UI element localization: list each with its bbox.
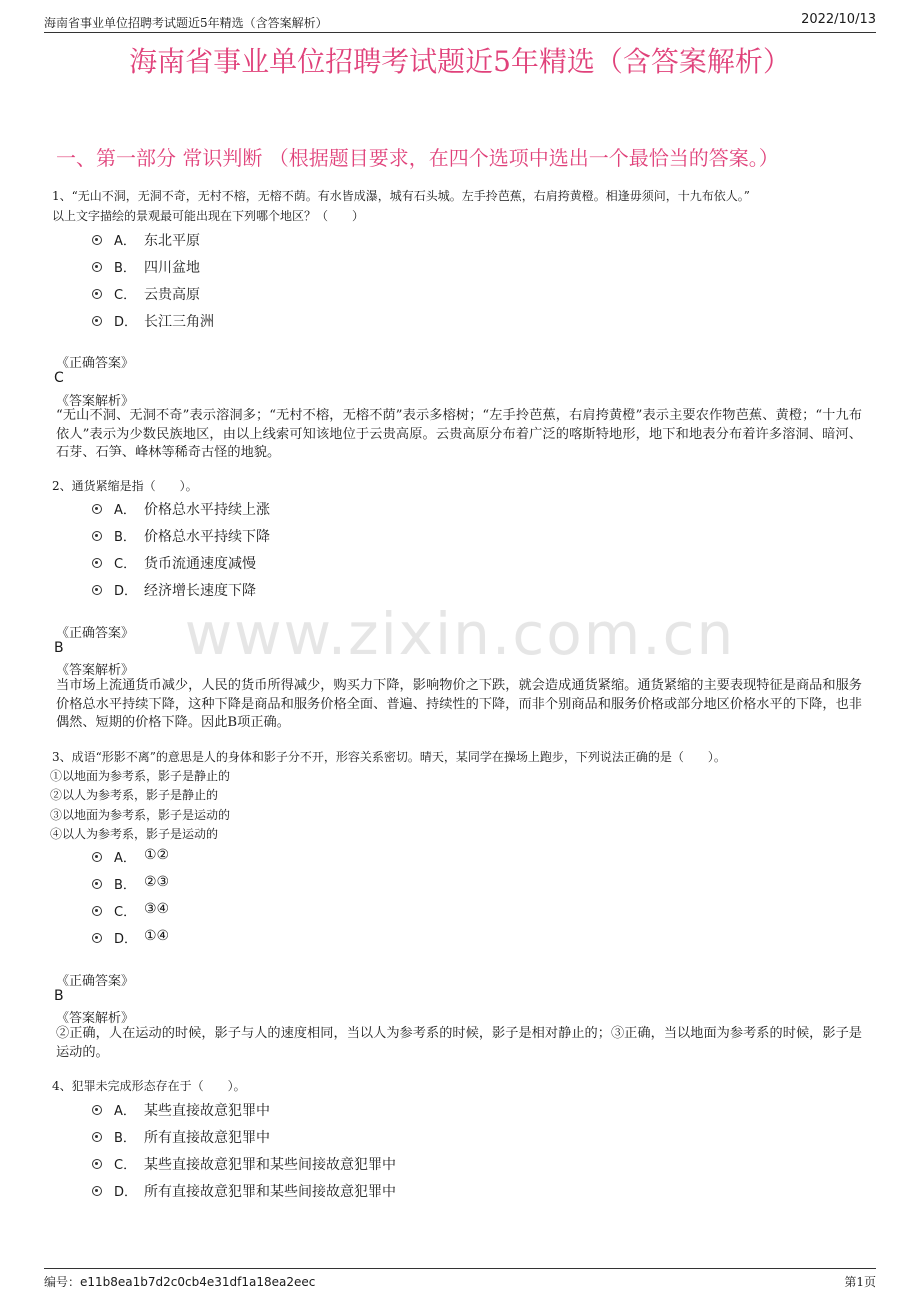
question-3-condition-3: ③以地面为参考系，影子是运动的 <box>50 808 231 822</box>
option-text: ②③ <box>144 874 170 890</box>
question-2-text: 2、通货紧缩是指（ ）。 <box>52 479 198 493</box>
option-letter: A． <box>114 851 136 866</box>
option-letter: C． <box>114 1158 137 1173</box>
question-3-condition-4: ④以人为参考系，影子是运动的 <box>50 827 219 841</box>
option-text: 货币流通速度减慢 <box>144 556 256 572</box>
question-1-text-line-1: 1、“无山不洞，无洞不奇，无村不榕，无榕不荫。有水皆成瀑，城有石头城。左手拎芭蕉，右肩挎黄橙。相逢毋须问，十九布依人。” <box>52 189 750 203</box>
option-letter: D． <box>114 1185 138 1200</box>
question-2-explanation-label: 《答案解析》 <box>56 663 135 678</box>
header-date: 2022/10/13 <box>801 12 876 27</box>
option-text: 云贵高原 <box>144 287 200 303</box>
question-1-correct-answer-label: 《正确答案》 <box>56 356 135 371</box>
radio-icon[interactable] <box>92 1105 102 1115</box>
footer-page-number: 第1页 <box>844 1275 876 1289</box>
radio-icon[interactable] <box>92 852 102 862</box>
option-letter: A． <box>114 503 136 518</box>
radio-icon[interactable] <box>92 906 102 916</box>
radio-icon[interactable] <box>92 316 102 326</box>
question-1-text-line-2: 以上文字描绘的景观最可能出现在下列哪个地区？（ ） <box>52 209 365 223</box>
radio-icon[interactable] <box>92 933 102 943</box>
option-text: ①② <box>144 847 170 863</box>
option-letter: D． <box>114 315 138 330</box>
radio-icon[interactable] <box>92 262 102 272</box>
header-doc-name: 海南省事业单位招聘考试题近5年精选（含答案解析） <box>44 16 328 30</box>
question-3-condition-1: ①以地面为参考系，影子是静止的 <box>50 769 231 783</box>
footer-code-label: 编号： <box>44 1275 81 1289</box>
option-letter: A． <box>114 234 136 249</box>
radio-icon[interactable] <box>92 1159 102 1169</box>
footer-code-value: e11b8ea1b7d2c0cb4e31df1a18ea2eec <box>80 1275 316 1289</box>
page-footer <box>44 1268 876 1291</box>
radio-icon[interactable] <box>92 235 102 245</box>
option-text: 某些直接故意犯罪和某些间接故意犯罪中 <box>144 1157 396 1173</box>
option-letter: C． <box>114 288 137 303</box>
radio-icon[interactable] <box>92 558 102 568</box>
option-text: 某些直接故意犯罪中 <box>144 1103 270 1119</box>
question-2-explanation: 当市场上流通货币减少，人民的货币所得减少，购买力下降，影响物价之下跌，就会造成通货紧缩。通货紧缩的主要表现特征是商品和服务价格总水平持续下降，这种下降是商品和服务价格全面、普遍、持续性的下降，而非个别商品和服务价格或部分地区价格水平的下降，也非偶然、短期的价格下降。因此B项正确。 <box>56 678 862 731</box>
option-text: 所有直接故意犯罪中 <box>144 1130 270 1146</box>
page-header <box>44 12 876 33</box>
question-2-correct-answer-label: 《正确答案》 <box>56 626 135 641</box>
question-1-explanation-label: 《答案解析》 <box>56 394 135 409</box>
option-letter: D． <box>114 584 138 599</box>
question-3-text: 3、成语“形影不离”的意思是人的身体和影子分不开，形容关系密切。晴天，某同学在操场上跑步，下列说法正确的是（ ）。 <box>52 750 726 764</box>
radio-icon[interactable] <box>92 1132 102 1142</box>
option-text: 价格总水平持续下降 <box>144 529 270 545</box>
question-3-condition-2: ②以人为参考系，影子是静止的 <box>50 788 219 802</box>
radio-icon[interactable] <box>92 879 102 889</box>
option-text: 四川盆地 <box>144 260 200 276</box>
option-letter: B． <box>114 261 136 276</box>
option-text: 长江三角洲 <box>144 314 214 330</box>
radio-icon[interactable] <box>92 504 102 514</box>
footer-code <box>44 1273 315 1290</box>
section-heading: 一、第一部分 常识判断 （根据题目要求，在四个选项中选出一个最恰当的答案。） <box>56 146 779 170</box>
question-1-answer: C <box>54 370 64 386</box>
question-3-correct-answer-label: 《正确答案》 <box>56 974 135 989</box>
option-text: ③④ <box>144 901 170 917</box>
option-letter: C． <box>114 905 137 920</box>
radio-icon[interactable] <box>92 1186 102 1196</box>
option-letter: B． <box>114 878 136 893</box>
option-text: 价格总水平持续上涨 <box>144 502 270 518</box>
option-text: 经济增长速度下降 <box>144 583 256 599</box>
option-letter: B． <box>114 1131 136 1146</box>
option-text: ①④ <box>144 928 170 944</box>
option-text: 所有直接故意犯罪和某些间接故意犯罪中 <box>144 1184 396 1200</box>
document-title: 海南省事业单位招聘考试题近5年精选（含答案解析） <box>129 45 791 78</box>
question-1-explanation: “无山不洞、无洞不奇”表示溶洞多；“无村不榕，无榕不荫”表示多榕树；“左手拎芭蕉，右肩挎黄橙”表示主要农作物芭蕉、黄橙；“十九布依人”表示为少数民族地区，由以上线索可知该地位于云贵高原。云贵高原分布着广泛的喀斯特地形，地下和地表分布着许多溶洞、暗河、石芽、石笋、峰林等稀奇古怪的地貌。 <box>56 408 862 461</box>
option-letter: D． <box>114 932 138 947</box>
question-4-text: 4、犯罪未完成形态存在于（ ）。 <box>52 1079 246 1093</box>
radio-icon[interactable] <box>92 585 102 595</box>
radio-icon[interactable] <box>92 289 102 299</box>
option-text: 东北平原 <box>144 233 200 249</box>
question-3-explanation: ②正确，人在运动的时候，影子与人的速度相同，当以人为参考系的时候，影子是相对静止的；③正确，当以地面为参考系的时候，影子是运动的。 <box>56 1026 862 1060</box>
question-2-answer: B <box>54 640 64 656</box>
option-letter: B． <box>114 530 136 545</box>
watermark: www.zixin.com.cn <box>184 600 736 668</box>
question-3-explanation-label: 《答案解析》 <box>56 1011 135 1026</box>
option-letter: C． <box>114 557 137 572</box>
radio-icon[interactable] <box>92 531 102 541</box>
option-letter: A． <box>114 1104 136 1119</box>
question-3-answer: B <box>54 988 64 1004</box>
